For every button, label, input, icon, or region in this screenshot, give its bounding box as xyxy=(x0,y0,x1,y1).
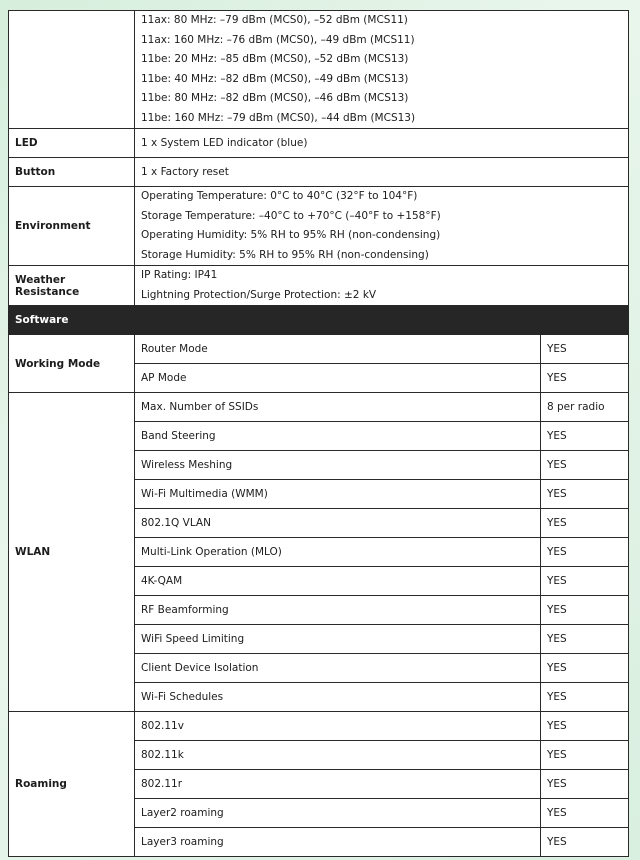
environment-line: Storage Humidity: 5% RH to 95% RH (non-condensing) xyxy=(141,248,429,261)
feature-name: WiFi Speed Limiting xyxy=(135,625,541,654)
feature-value: YES xyxy=(541,683,629,712)
feature-name: Wireless Meshing xyxy=(135,451,541,480)
button-value: 1 x Factory reset xyxy=(135,158,629,187)
rx-line: 11be: 20 MHz: –85 dBm (MCS0), –52 dBm (MCS13) xyxy=(141,53,409,65)
feature-name: Max. Number of SSIDs xyxy=(135,393,541,422)
environment-values xyxy=(135,187,629,266)
feature-value: YES xyxy=(541,451,629,480)
feature-name: Router Mode xyxy=(135,335,541,364)
feature-name: 4K-QAM xyxy=(135,567,541,596)
feature-value: YES xyxy=(541,654,629,683)
feature-value: YES xyxy=(541,480,629,509)
category-led: LED xyxy=(9,129,135,158)
table-row xyxy=(9,393,629,422)
feature-value: YES xyxy=(541,799,629,828)
feature-value: YES xyxy=(541,770,629,799)
feature-value: YES xyxy=(541,625,629,654)
feature-name: Layer3 roaming xyxy=(135,828,541,857)
feature-name: Layer2 roaming xyxy=(135,799,541,828)
feature-value: YES xyxy=(541,567,629,596)
feature-value: YES xyxy=(541,364,629,393)
feature-value: YES xyxy=(541,422,629,451)
feature-name: 802.11v xyxy=(135,712,541,741)
feature-name: 802.11k xyxy=(135,741,541,770)
feature-name: Wi-Fi Schedules xyxy=(135,683,541,712)
rx-line: 11be: 80 MHz: –82 dBm (MCS0), –46 dBm (MCS13) xyxy=(141,92,409,104)
weather-values xyxy=(135,266,629,306)
table-row-weather xyxy=(9,266,629,306)
environment-line: Operating Humidity: 5% RH to 95% RH (non-condensing) xyxy=(141,229,441,241)
rx-line: 11ax: 80 MHz: –79 dBm (MCS0), –52 dBm (MCS11) xyxy=(141,14,408,26)
environment-line: Storage Temperature: –40°C to +70°C (–40°F to +158°F) xyxy=(141,209,441,222)
rx-line: 11be: 40 MHz: –82 dBm (MCS0), –49 dBm (MCS13) xyxy=(141,72,409,85)
feature-name: Wi-Fi Multimedia (WMM) xyxy=(135,480,541,509)
rx-line: 11ax: 160 MHz: –76 dBm (MCS0), –49 dBm (MCS11) xyxy=(141,33,415,46)
table-row-button xyxy=(9,158,629,187)
feature-name: Band Steering xyxy=(135,422,541,451)
category-cell-empty xyxy=(9,11,135,129)
section-header-software xyxy=(9,306,629,335)
category-weather-resistance: Weather Resistance xyxy=(9,266,135,306)
spec-table xyxy=(8,10,629,857)
feature-name: Client Device Isolation xyxy=(135,654,541,683)
feature-value: YES xyxy=(541,538,629,567)
weather-line: IP Rating: IP41 xyxy=(141,269,218,281)
table-row-led xyxy=(9,129,629,158)
feature-value: YES xyxy=(541,712,629,741)
feature-value: YES xyxy=(541,335,629,364)
category-wlan: WLAN xyxy=(9,393,135,712)
feature-name: 802.11r xyxy=(135,770,541,799)
led-value: 1 x System LED indicator (blue) xyxy=(135,129,629,158)
feature-value: YES xyxy=(541,828,629,857)
category-environment: Environment xyxy=(9,187,135,266)
category-working-mode: Working Mode xyxy=(9,335,135,393)
feature-name: AP Mode xyxy=(135,364,541,393)
category-button: Button xyxy=(9,158,135,187)
table-row xyxy=(9,335,629,364)
environment-line: Operating Temperature: 0°C to 40°C (32°F to 104°F) xyxy=(141,190,418,202)
rx-sensitivity-values xyxy=(135,11,629,129)
table-row-rx-sensitivity xyxy=(9,11,629,129)
table-row-environment xyxy=(9,187,629,266)
feature-name: 802.1Q VLAN xyxy=(135,509,541,538)
feature-name: Multi-Link Operation (MLO) xyxy=(135,538,541,567)
spec-sheet xyxy=(8,10,628,857)
feature-value: YES xyxy=(541,509,629,538)
feature-name: RF Beamforming xyxy=(135,596,541,625)
category-roaming: Roaming xyxy=(9,712,135,857)
table-row xyxy=(9,712,629,741)
section-title: Software xyxy=(9,306,629,335)
rx-line: 11be: 160 MHz: –79 dBm (MCS0), –44 dBm (MCS13) xyxy=(141,111,416,124)
feature-value: YES xyxy=(541,741,629,770)
weather-line: Lightning Protection/Surge Protection: ±2 kV xyxy=(141,288,377,301)
feature-value: YES xyxy=(541,596,629,625)
feature-value: 8 per radio xyxy=(541,393,629,422)
